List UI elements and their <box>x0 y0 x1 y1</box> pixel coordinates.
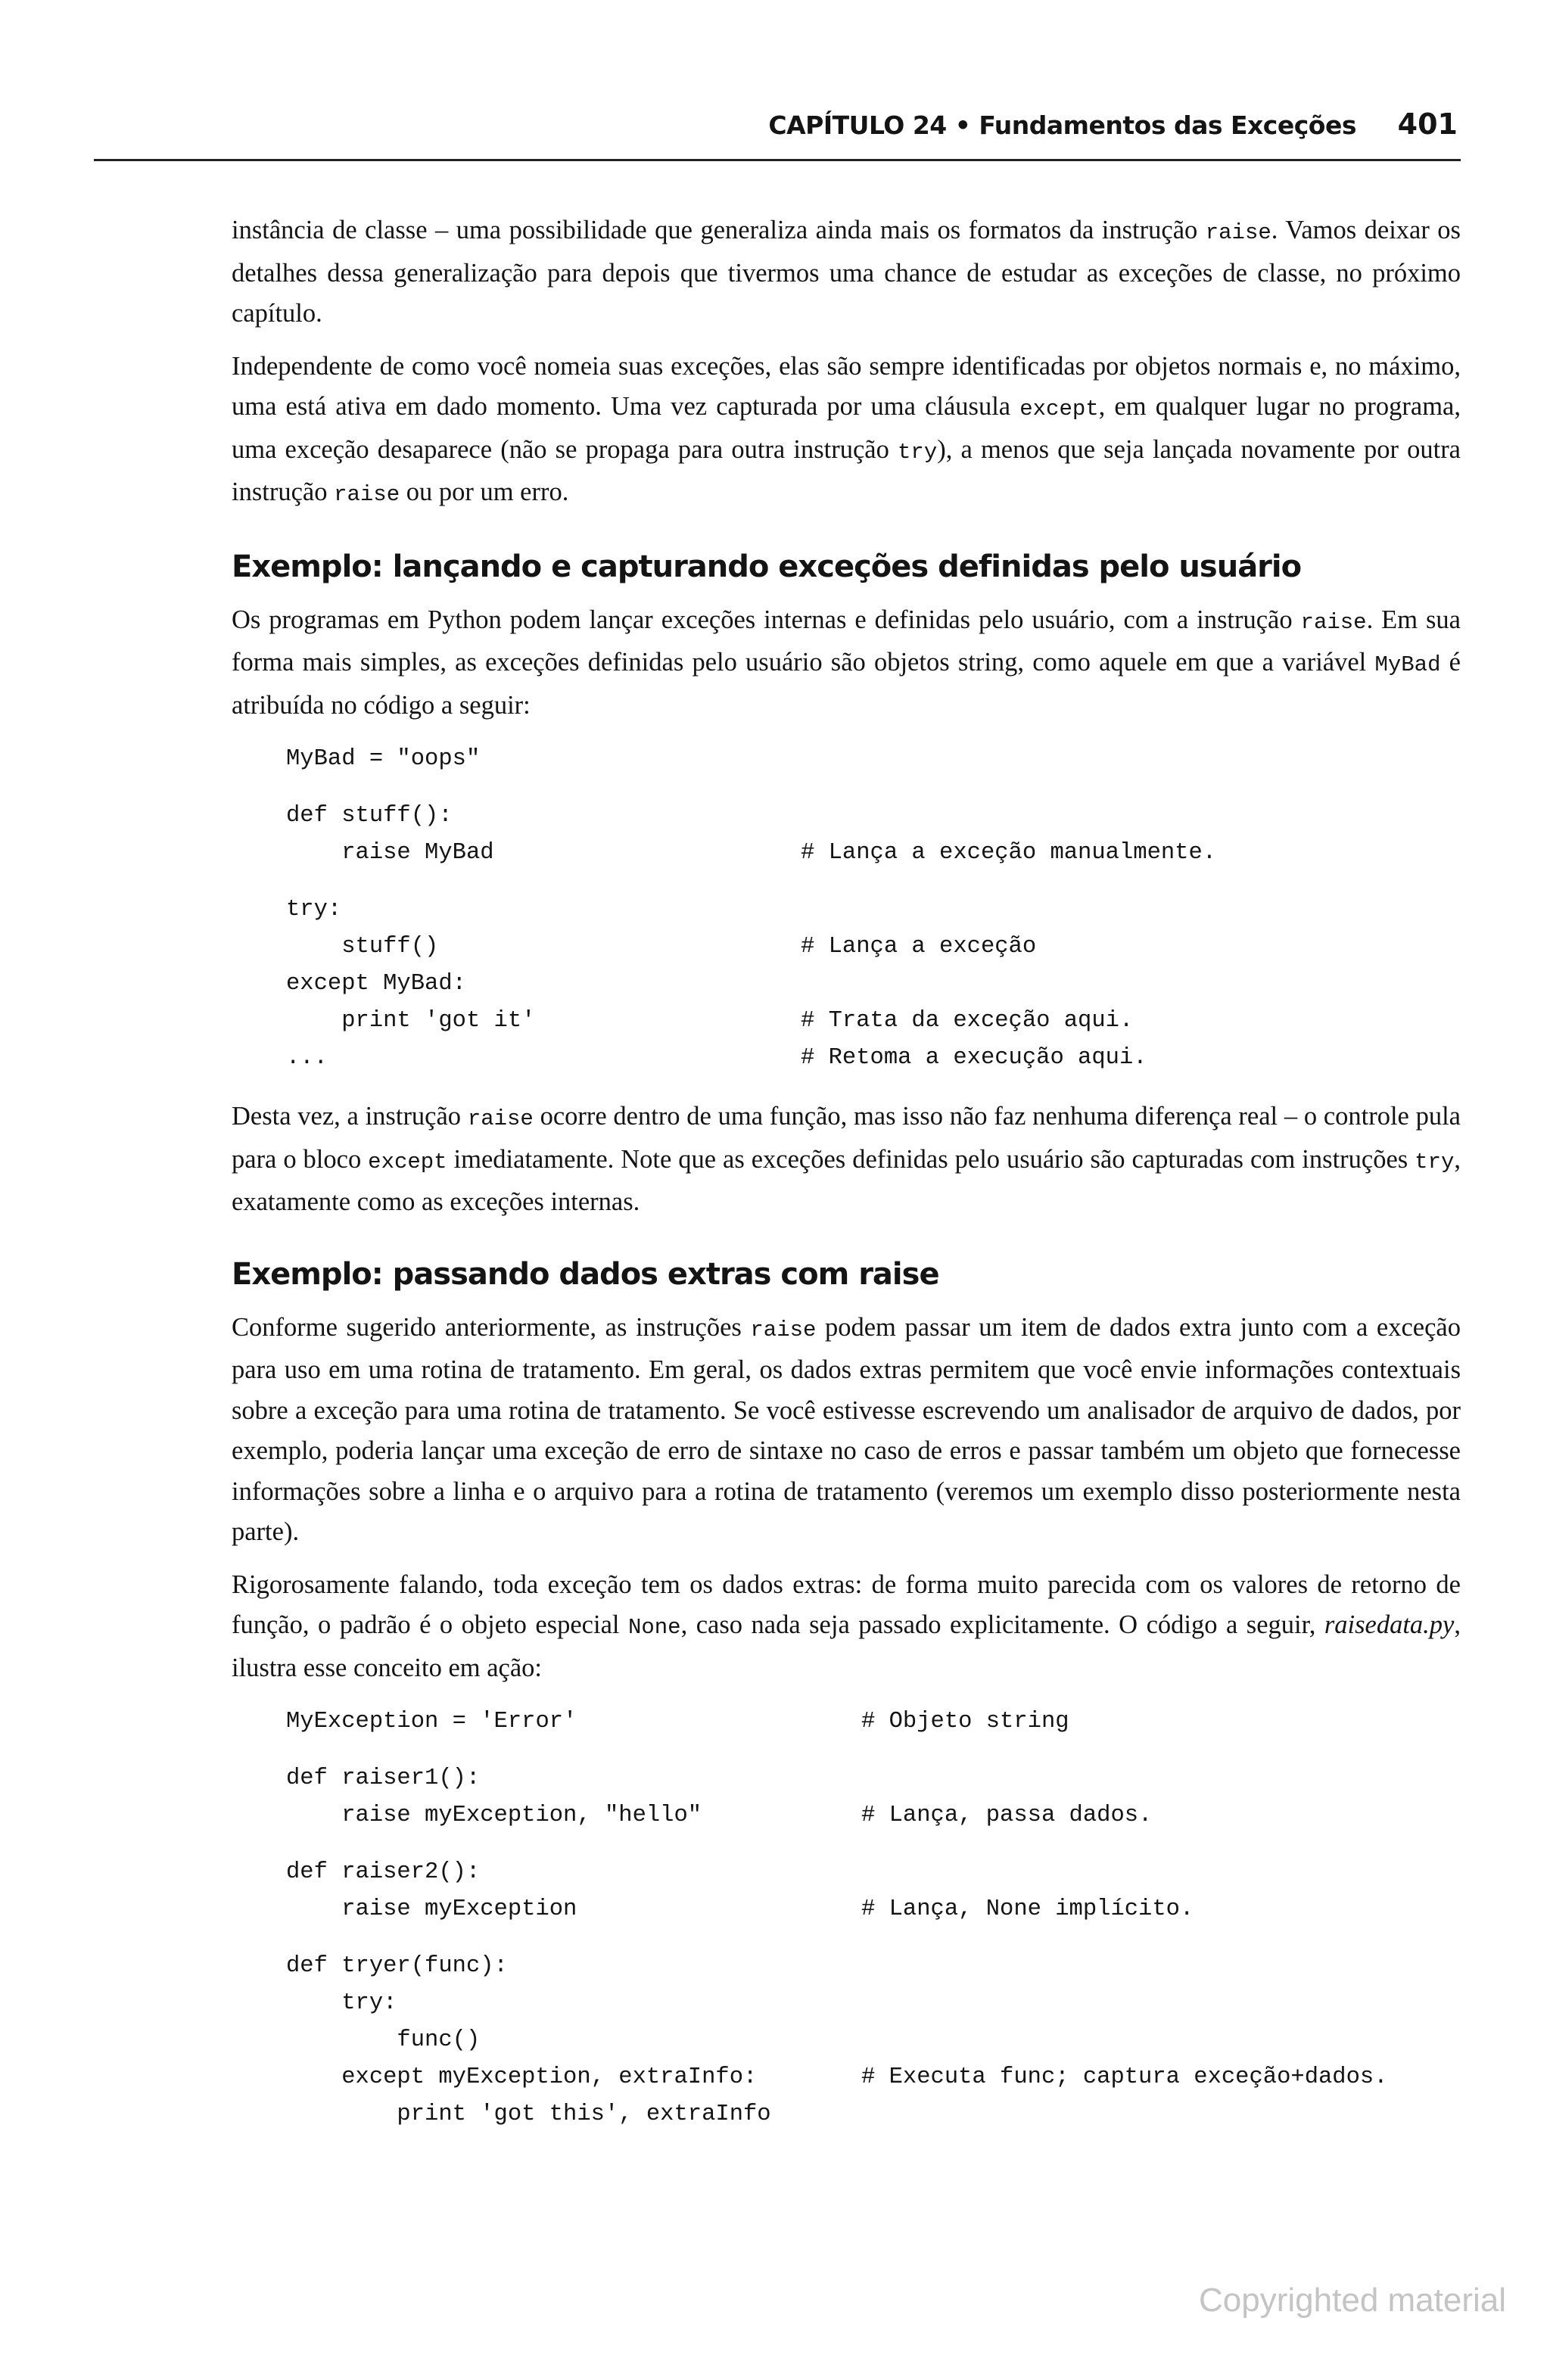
text-run: podem passar um item de dados extra junto com a exceção para uso em uma rotina de tratamento. Em geral, os dados extras permitem que você envie informações contextuais sobre a exceção para uma rotina de tratamento. Se você estivesse escrevendo um analisador de arquivo de dados, por exemplo, poderia lançar uma exceção de erro de sintaxe no caso de erros e passar também um objeto que fornecesse informações sobre a linha e o arquivo para a rotina de tratamento (veremos um exemplo disso posteriormente nesta parte). <box>232 1312 1461 1546</box>
code-text: try: <box>286 897 342 922</box>
code-comment: # Lança a exceção <box>801 934 1037 960</box>
inline-code: MyBad <box>1374 652 1441 677</box>
code-text: MyException = 'Error' <box>286 1709 577 1734</box>
section-heading: Exemplo: lançando e capturando exceções definidas pelo usuário <box>232 549 1302 584</box>
code-text: print 'got this', extraInfo <box>286 2102 771 2127</box>
code-text: MyBad = "oops" <box>286 746 481 772</box>
inline-code: except <box>368 1149 447 1174</box>
text-run: . Vamos deixar os detalhes dessa generalização para depois que tivermos uma chance de estudar as exceções de classe, no próximo capítulo. <box>232 216 1461 328</box>
filename: raisedata.py <box>1324 1610 1455 1639</box>
code-line <box>286 1797 1461 1834</box>
text-run: , em qualquer lugar no programa, uma exceção desaparece (não se propaga para outra instrução <box>232 392 1461 464</box>
text-run: ocorre dentro de uma função, mas isso não faz nenhuma diferença real – o controle pula para o bloco <box>232 1102 1461 1174</box>
copyright-watermark: Copyrighted material <box>1199 2282 1506 2319</box>
text-run: , caso nada seja passado explicitamente. O código a seguir, <box>680 1610 1324 1639</box>
code-text: raise myException <box>286 1896 577 1922</box>
code-line <box>286 2022 1461 2059</box>
text-run: ou por um erro. <box>400 478 569 506</box>
code-comment: # Executa func; captura exceção+dados. <box>861 2064 1388 2090</box>
chapter-title: CAPÍTULO 24 • Fundamentos das Exceções <box>768 110 1356 140</box>
text-run: Conforme sugerido anteriormente, as instruções <box>232 1312 751 1342</box>
code-line <box>286 1003 1461 1040</box>
paragraph <box>232 1308 1461 1553</box>
inline-code: try <box>898 439 938 465</box>
code-line <box>286 2096 1461 2133</box>
text-run: Rigorosamente falando, toda exceção tem os dados extras: de forma muito parecida com os valores de retorno de função, o padrão é o objeto especial <box>232 1570 1461 1639</box>
inline-code: raise <box>334 482 400 507</box>
code-comment: # Lança, None implícito. <box>861 1896 1194 1922</box>
paragraph <box>232 347 1461 515</box>
inline-code: raise <box>750 1317 817 1342</box>
code-text: raise myException, "hello" <box>286 1803 702 1828</box>
inline-code: raise <box>1300 609 1367 635</box>
code-line <box>286 1703 1461 1741</box>
paragraph <box>232 1565 1461 1689</box>
code-block <box>286 741 1461 1077</box>
code-text: def stuff(): <box>286 803 453 829</box>
code-line <box>286 798 1461 835</box>
code-text: stuff() <box>286 934 439 960</box>
code-text: raise MyBad <box>286 840 494 866</box>
code-line <box>286 1891 1461 1928</box>
code-line <box>286 1040 1461 1077</box>
page-body <box>232 210 1461 2153</box>
code-line <box>286 1760 1461 1797</box>
code-line <box>286 891 1461 929</box>
text-run: , ilustra esse conceito em ação: <box>232 1610 1461 1682</box>
text-run: imediatamente. Note que as exceções definidas pelo usuário são capturadas com instruções <box>447 1144 1415 1174</box>
inline-code: raise <box>467 1106 534 1131</box>
code-block <box>286 1703 1461 2133</box>
code-line <box>286 2059 1461 2096</box>
code-text: def tryer(func): <box>286 1953 508 1979</box>
code-line <box>286 1854 1461 1891</box>
text-run: . Em sua forma mais simples, as exceções definidas pelo usuário são objetos string, como aquele em que a variável <box>232 605 1461 677</box>
code-comment: # Lança, passa dados. <box>861 1803 1153 1828</box>
inline-code: try <box>1415 1149 1455 1174</box>
code-comment: # Retoma a execução aqui. <box>801 1045 1147 1071</box>
page-number: 401 <box>1397 107 1458 141</box>
code-text: ... <box>286 1045 328 1071</box>
text-run: Os programas em Python podem lançar exceções internas e definidas pelo usuário, com a instrução <box>232 605 1301 634</box>
text-run: Desta vez, a instrução <box>232 1102 468 1131</box>
code-text: def raiser1(): <box>286 1766 481 1791</box>
code-text: def raiser2(): <box>286 1859 481 1885</box>
inline-code: None <box>627 1615 681 1640</box>
code-line <box>286 966 1461 1003</box>
text-run: instância de classe – uma possibilidade que generaliza ainda mais os formatos da instrução <box>232 216 1206 244</box>
text-run: , exatamente como as exceções internas. <box>232 1144 1461 1216</box>
text-run: é atribuída no código a seguir: <box>232 648 1461 720</box>
inline-code: raise <box>1205 220 1271 245</box>
code-line <box>286 1985 1461 2022</box>
code-text: func() <box>286 2027 481 2053</box>
code-comment: # Objeto string <box>861 1709 1069 1734</box>
code-comment: # Lança a exceção manualmente. <box>801 840 1217 866</box>
paragraph <box>232 600 1461 726</box>
code-text: except myException, extraInfo: <box>286 2064 758 2090</box>
code-line <box>286 929 1461 966</box>
code-line <box>286 835 1461 872</box>
code-text: print 'got it' <box>286 1008 536 1034</box>
text-run: Independente de como você nomeia suas exceções, elas são sempre identificadas por objetos normais e, no máximo, uma está ativa em dado momento. Uma vez capturada por uma cláusula <box>232 351 1461 421</box>
code-text: except MyBad: <box>286 971 466 997</box>
section-heading: Exemplo: passando dados extras com raise <box>232 1256 939 1292</box>
paragraph <box>232 210 1461 334</box>
running-head <box>94 104 1461 161</box>
paragraph <box>232 1097 1461 1223</box>
code-line <box>286 1948 1461 1985</box>
code-comment: # Trata da exceção aqui. <box>801 1008 1134 1034</box>
inline-code: except <box>1019 397 1099 422</box>
code-line <box>286 741 1461 778</box>
text-run: ), a menos que seja lançada novamente por outra instrução <box>232 434 1461 506</box>
code-text: try: <box>286 1990 397 2016</box>
